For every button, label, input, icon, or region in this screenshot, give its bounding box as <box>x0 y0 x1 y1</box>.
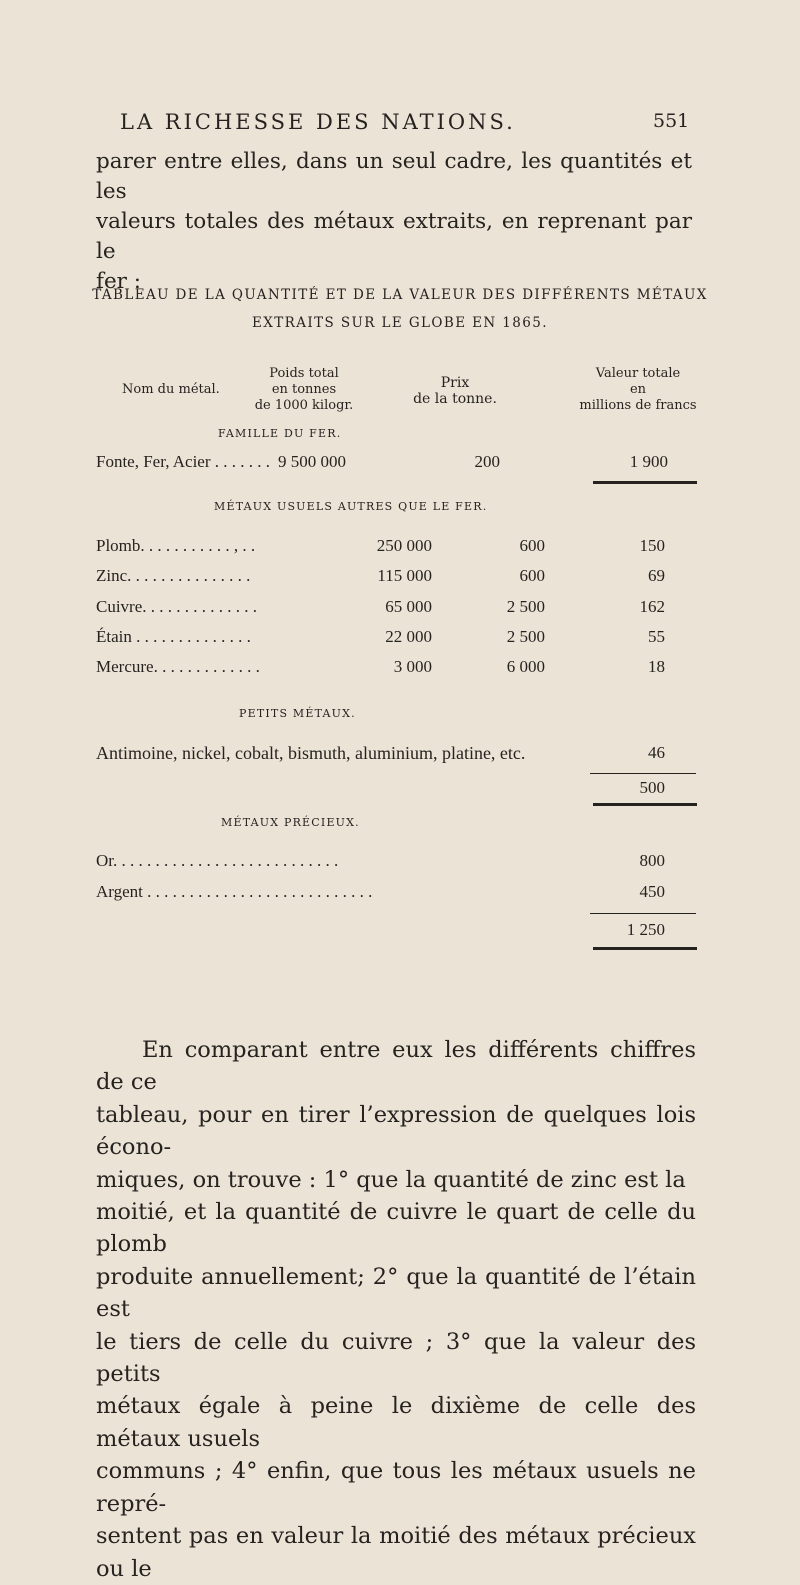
cell-quantity-copper: 65 000 <box>385 597 432 616</box>
cell-value-silver: 450 <box>639 882 665 901</box>
total-rule <box>593 481 697 484</box>
cell-value-mercury: 18 <box>648 657 665 676</box>
row-label-iron: Fonte, Fer, Acier . . . . . . . <box>96 452 271 471</box>
cell-value-copper: 162 <box>639 597 665 616</box>
sum-rule <box>590 773 696 774</box>
cell-value-iron: 1 900 <box>629 452 668 471</box>
section-heading-usual: MÉTAUX USUELS AUTRES QUE LE FER. <box>214 500 488 513</box>
intro-line: parer entre elles, dans un seul cadre, les quantités et les <box>96 149 692 204</box>
col-header-value-line: en <box>629 382 647 397</box>
closing-line: miques, on trouve : 1° que la quantité de zinc est la <box>96 1166 686 1193</box>
total-rule <box>593 947 697 950</box>
row-label-lead: Plomb. . . . . . . . . . . , . . <box>96 536 256 555</box>
closing-line: produite annuellement; 2° que la quantité de l’étain est <box>96 1263 696 1323</box>
col-header-quantity-line: Poids total <box>269 366 339 381</box>
col-header-quantity-line: de 1000 kilogr. <box>254 398 354 413</box>
cell-quantity-zinc: 115 000 <box>377 566 432 585</box>
cell-price-copper: 2 500 <box>506 597 545 616</box>
cell-price-mercury: 6 000 <box>506 657 545 676</box>
cell-quantity-mercury: 3 000 <box>393 657 432 676</box>
cell-quantity-tin: 22 000 <box>385 627 432 646</box>
col-header-value-line: Valeur totale <box>595 366 681 381</box>
cell-value-tin: 55 <box>648 627 665 646</box>
running-header: LA RICHESSE DES NATIONS. <box>120 110 516 134</box>
row-label-small-metals: Antimoine, nickel, cobalt, bismuth, aluminium, platine, etc. <box>96 743 526 763</box>
table-title: TABLEAU DE LA QUANTITÉ ET DE LA VALEUR DES DIFFÉRENTS MÉTAUX <box>92 287 708 303</box>
cell-price-iron: 200 <box>474 452 500 471</box>
col-header-price-line: de la tonne. <box>413 391 497 407</box>
section-heading-precious: MÉTAUX PRÉCIEUX. <box>221 816 360 829</box>
row-label-zinc: Zinc. . . . . . . . . . . . . . . <box>96 566 251 585</box>
closing-line: En comparant entre eux les différents chiffres de ce <box>96 1037 696 1096</box>
cell-price-tin: 2 500 <box>506 627 545 646</box>
table-subtitle: EXTRAITS SUR LE GLOBE EN 1865. <box>252 315 548 331</box>
closing-line: moitié, et la quantité de cuivre le quart de celle du plomb <box>96 1199 696 1258</box>
cell-price-lead: 600 <box>519 536 545 555</box>
section-heading-small: PETITS MÉTAUX. <box>239 707 356 720</box>
cell-value-small-metals: 46 <box>648 743 665 762</box>
sum-rule <box>590 913 696 914</box>
page-number: 551 <box>653 110 690 132</box>
col-header-price <box>400 375 510 407</box>
row-label-mercury: Mercure. . . . . . . . . . . . . <box>96 657 260 676</box>
section-heading-iron: FAMILLE DU FER. <box>218 427 342 440</box>
row-label-silver: Argent . . . . . . . . . . . . . . . . . . . . . . . . . . . <box>96 882 373 901</box>
cell-quantity-lead: 250 000 <box>376 536 432 555</box>
closing-paragraph <box>96 1034 696 1585</box>
cell-total-precious: 1 250 <box>626 920 665 939</box>
cell-price-zinc: 600 <box>519 566 545 585</box>
intro-line: valeurs totales des métaux extraits, en reprenant par le <box>96 209 692 264</box>
cell-value-zinc: 69 <box>648 566 665 585</box>
cell-quantity-iron: 9 500 000 <box>278 452 346 471</box>
row-label-gold: Or. . . . . . . . . . . . . . . . . . . . . . . . . . . <box>96 851 339 870</box>
col-header-quantity-line: en tonnes <box>271 382 337 397</box>
cell-value-lead: 150 <box>639 536 665 555</box>
col-header-price-line: Prix <box>440 375 470 391</box>
cell-value-gold: 800 <box>639 851 665 870</box>
total-rule <box>593 803 697 806</box>
col-header-value-line: millions de francs <box>579 398 697 413</box>
cell-total-usual-and-small: 500 <box>639 778 665 797</box>
row-label-copper: Cuivre. . . . . . . . . . . . . . <box>96 597 258 616</box>
col-header-value <box>552 366 724 414</box>
row-label-tin: Étain . . . . . . . . . . . . . . <box>96 627 251 646</box>
closing-line: le tiers de celle du cuivre ; 3° que la valeur des petits <box>96 1328 696 1388</box>
closing-line: communs ; 4° enfin, que tous les métaux usuels ne repré- <box>96 1458 696 1517</box>
intro-paragraph <box>96 147 692 297</box>
closing-line: tableau, pour en tirer l’expression de quelques lois écono- <box>96 1101 696 1161</box>
closing-line: métaux égale à peine le dixième de celle des métaux usuels <box>96 1393 696 1452</box>
intro-line: fer : <box>96 269 142 294</box>
closing-line: sentent pas en valeur la moitié des métaux précieux ou le <box>96 1523 696 1582</box>
col-header-quantity <box>220 366 388 414</box>
col-header-name: Nom du métal. <box>122 382 220 397</box>
